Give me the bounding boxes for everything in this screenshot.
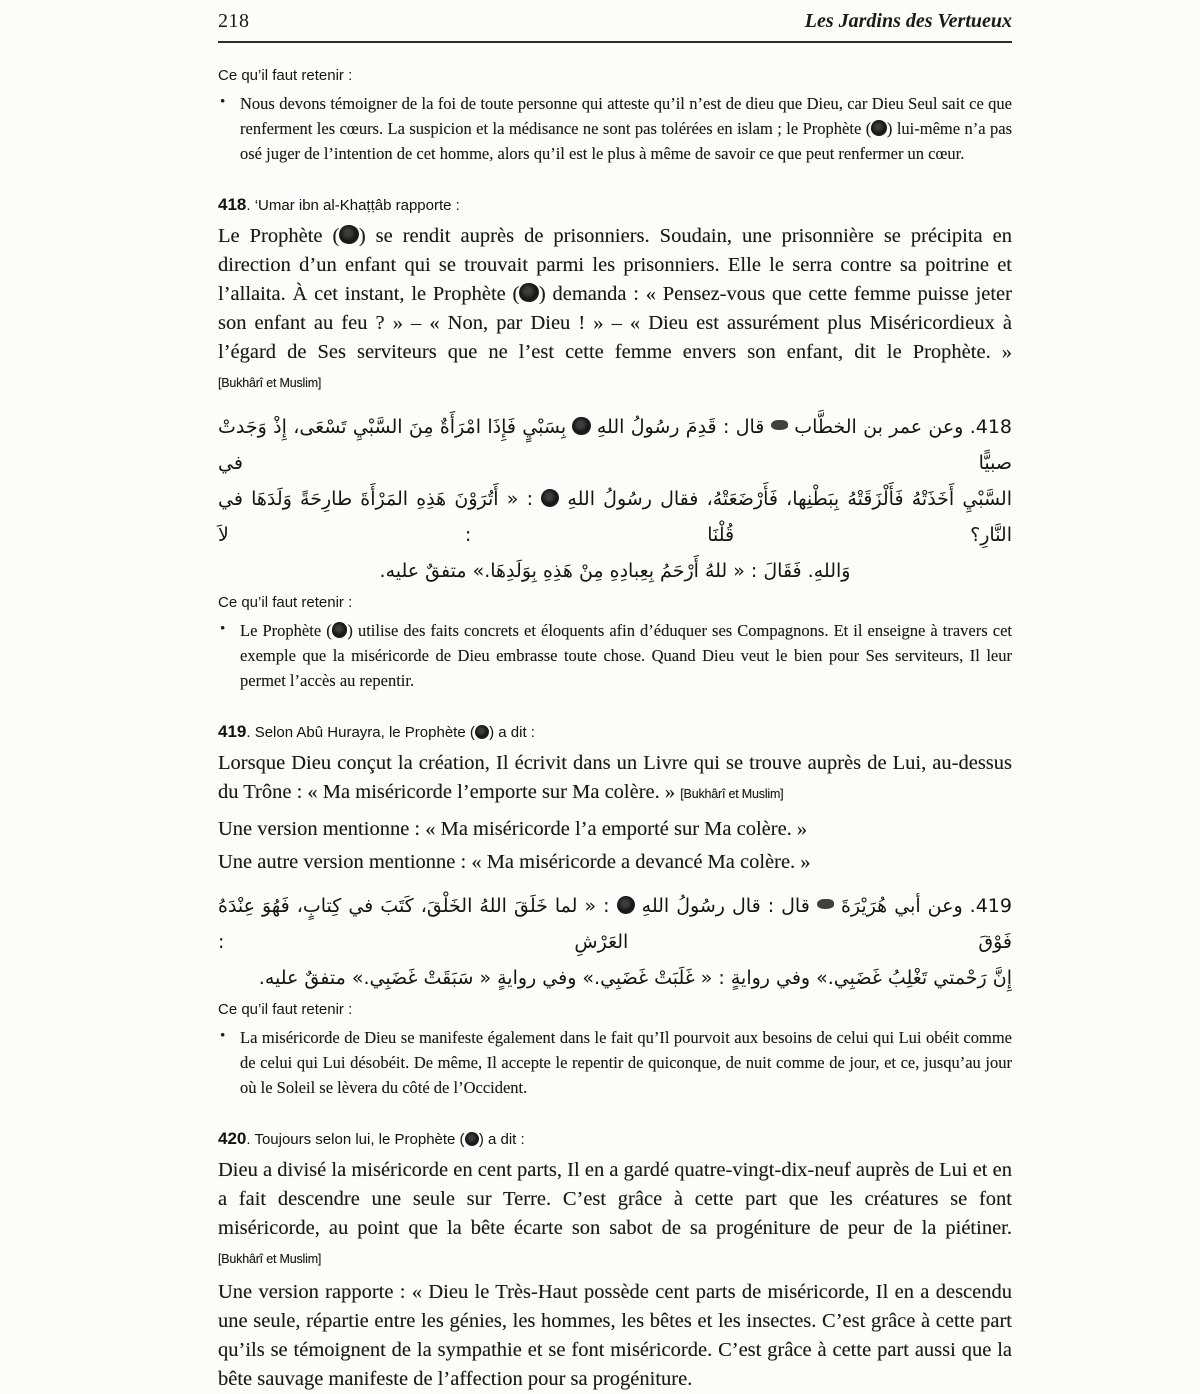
arabic-line: [218, 888, 1012, 960]
hadith-419-arabic: [218, 888, 1012, 996]
running-header: [218, 0, 1012, 43]
prophet-seal-icon: [332, 622, 348, 638]
hadith-number: 418: [218, 195, 247, 214]
companion-honorific-icon: [817, 899, 834, 909]
hadith-number: 419: [218, 722, 247, 741]
page-content: [218, 0, 1012, 1394]
retenir-text: Nous devons témoigner de la foi de toute personne qui atteste qu’il n’est de dieu que Dieu, car Dieu Seul sait ce que renferment les cœurs. La suspicion et la médisance ne sont pas tolérées en islam ; le Prophète (: [240, 94, 1012, 138]
arabic-text: 418. وعن عمر بن الخطَّاب: [787, 416, 1012, 438]
hadith-heading-text: ) a dit :: [478, 1131, 525, 1148]
hadith-420-heading: [218, 1129, 1012, 1149]
retenir-bullet: [218, 1025, 1012, 1100]
arabic-text: وَاللهِ. فَقَالَ : « للهُ أَرْحَمُ بِعِبادِهِ مِنْ هَذِهِ بِوَلَدِهَا.» متفقٌ عليه.: [379, 560, 851, 582]
retenir-label: Ce qu’il faut retenir :: [218, 67, 353, 84]
hadith-418-arabic: [218, 409, 1012, 589]
hadith-420-body: [218, 1156, 1012, 1274]
hadith-419-heading: [218, 722, 1012, 742]
page-number: 218: [218, 10, 250, 32]
hadith-number: 420: [218, 1129, 247, 1148]
arabic-text: السَّبْيِ أَخَذَتْهُ فَأَلْزَقَتْهُ بِبَطْنِها، فَأَرْضَعَتْهُ، فقال رسُولُ اللهِ: [559, 488, 1012, 510]
hadith-heading-text: . Toujours selon lui, le Prophète (: [246, 1131, 465, 1148]
arabic-text: : « أَتُرَوْنَ هَذِهِ المَرْأَةَ طارِحَةً وَلَدَهَا في النَّارِ؟ قُلْنَا : لاَ: [218, 488, 1012, 546]
retenir-text: ) utilise des faits concrets et éloquents afin d’éduquer ses Compagnons. Et il enseigne à travers cet exemple que la miséricorde de Dieu embrasse toute chose. Quand Dieu veut le bien pour Ses serviteurs, Il leur permet l’accès au repentir.: [240, 621, 1012, 690]
arabic-text: بِسَبْيٍ فَإِذَا امْرَأَةٌ مِنَ السَّبْيِ تَسْعَى، إِذْ وَجَدتْ صبيًّا في: [218, 416, 1012, 474]
hadith-419-version-1: Une version mentionne : « Ma miséricorde l’a emporté sur Ma colère. »: [218, 818, 808, 840]
hadith-text: ) demanda : « Pensez-vous que cette femme puisse jeter son enfant au feu ? » – « Non, par Dieu ! » – « Dieu est assurément plus Miséricordieux à l’égard de Ses serviteurs que ne l’est cette femme envers son enfant, dit le Prophète. »: [218, 283, 1012, 363]
hadith-text: Le Prophète (: [218, 225, 340, 247]
hadith-418-body: [218, 222, 1012, 398]
retenir-text: ) lui-même n’a pas osé juger de l’intention de cet homme, alors qu’il est le plus à même de savoir ce que peut renfermer un cœur.: [240, 119, 1012, 163]
arabic-line: [218, 481, 1012, 553]
arabic-text: : « لما خَلَقَ اللهُ الخَلْقَ، كَتَبَ في كِتابٍ، فَهُوَ عِنْدَهُ فَوْقَ العَرْشِ :: [218, 895, 1012, 953]
prophet-seal-icon: [871, 120, 887, 136]
hadith-source: [Bukhârî et Muslim]: [218, 376, 322, 390]
hadith-420-version: Une version rapporte : « Dieu le Très-Haut possède cent parts de miséricorde, Il en a descendu une seule, répartie entre les génies, les hommes, les bêtes et les insectes. C’est grâce à cette part qu’ils se témoignent de la sympathie et se font miséricorde. C’est grâce à cette part aussi que la bête sauvage manifeste de l’affection pour sa progéniture.: [218, 1281, 1012, 1390]
arabic-line: [218, 960, 1012, 996]
hadith-source: [Bukhârî et Muslim]: [680, 787, 784, 801]
hadith-text: Dieu a divisé la miséricorde en cent parts, Il en a gardé quatre-vingt-dix-neuf auprès de Lui et en a fait descendre une seule sur Terre. C’est grâce à cette part que les créatures se font miséricorde, au point que la bête écarte son sabot de sa progéniture de peur de la piétiner.: [218, 1159, 1012, 1239]
prophet-seal-icon: [617, 896, 635, 914]
arabic-text: 419. وعن أبي هُرَيْرَةَ: [833, 895, 1012, 917]
bullet-icon: •: [220, 94, 226, 110]
arabic-line: [218, 409, 1012, 481]
retenir-text: La miséricorde de Dieu se manifeste également dans le fait qu’Il pourvoit aux besoins de celui qui Lui obéit comme de celui qui Lui désobéit. De même, Il accepte le repentir de quiconque, de nuit comme de jour, et ce, jusqu’au jour où le Soleil se lèvera du côté de l’Occident.: [240, 1028, 1012, 1097]
hadith-source: [Bukhârî et Muslim]: [218, 1252, 322, 1266]
arabic-text: قال : قال رسُولُ اللهِ: [634, 895, 817, 917]
companion-honorific-icon: [771, 420, 788, 430]
hadith-text: ) se rendit auprès de prisonniers. Soudain, une prisonnière se précipita en direction d’un enfant qui se trouvait parmi les prisonniers. Elle le serra contre sa poitrine et l’allaita. À cet instant, le Prophète (: [218, 225, 1012, 305]
book-title: Les Jardins des Vertueux: [804, 10, 1012, 32]
bullet-icon: •: [220, 621, 226, 637]
retenir-label: Ce qu’il faut retenir :: [218, 1001, 353, 1018]
bullet-icon: •: [220, 1028, 226, 1044]
hadith-419-body: [218, 749, 1012, 809]
prophet-seal-icon: [541, 489, 559, 507]
hadith-heading-text: . Selon Abû Hurayra, le Prophète (: [246, 724, 475, 741]
prophet-seal-icon: [572, 417, 590, 435]
prophet-seal-icon: [339, 225, 358, 244]
hadith-heading-text: ) a dit :: [489, 724, 535, 741]
arabic-text: قال : قَدِمَ رسُولُ اللهِ: [590, 416, 771, 438]
arabic-line: [218, 553, 1012, 589]
arabic-text: إِنَّ رَحْمتي تَغْلِبُ غَضَبِي.» وفي روايةٍ : « غَلَبَتْ غَضَبِي.» وفي روايةٍ « سَبَقَتْ غَضَبِي.» متفقٌ عليه.: [258, 967, 1012, 989]
prophet-seal-icon: [475, 725, 489, 739]
retenir-text: Le Prophète (: [240, 621, 332, 640]
prophet-seal-icon: [519, 283, 538, 302]
retenir-bullet: [218, 618, 1012, 693]
hadith-419-version-2: Une autre version mentionne : « Ma miséricorde a devancé Ma colère. »: [218, 851, 811, 873]
retenir-label: Ce qu’il faut retenir :: [218, 594, 353, 611]
hadith-text: Lorsque Dieu conçut la création, Il écrivit dans un Livre qui se trouve auprès de Lui, au-dessus du Trône : « Ma miséricorde l’emporte sur Ma colère. »: [218, 752, 1012, 803]
hadith-heading-text: . ‘Umar ibn al-Khaṭṭâb rapporte :: [246, 197, 460, 214]
retenir-bullet: [218, 91, 1012, 166]
hadith-418-heading: [218, 195, 1012, 215]
prophet-seal-icon: [465, 1132, 479, 1146]
